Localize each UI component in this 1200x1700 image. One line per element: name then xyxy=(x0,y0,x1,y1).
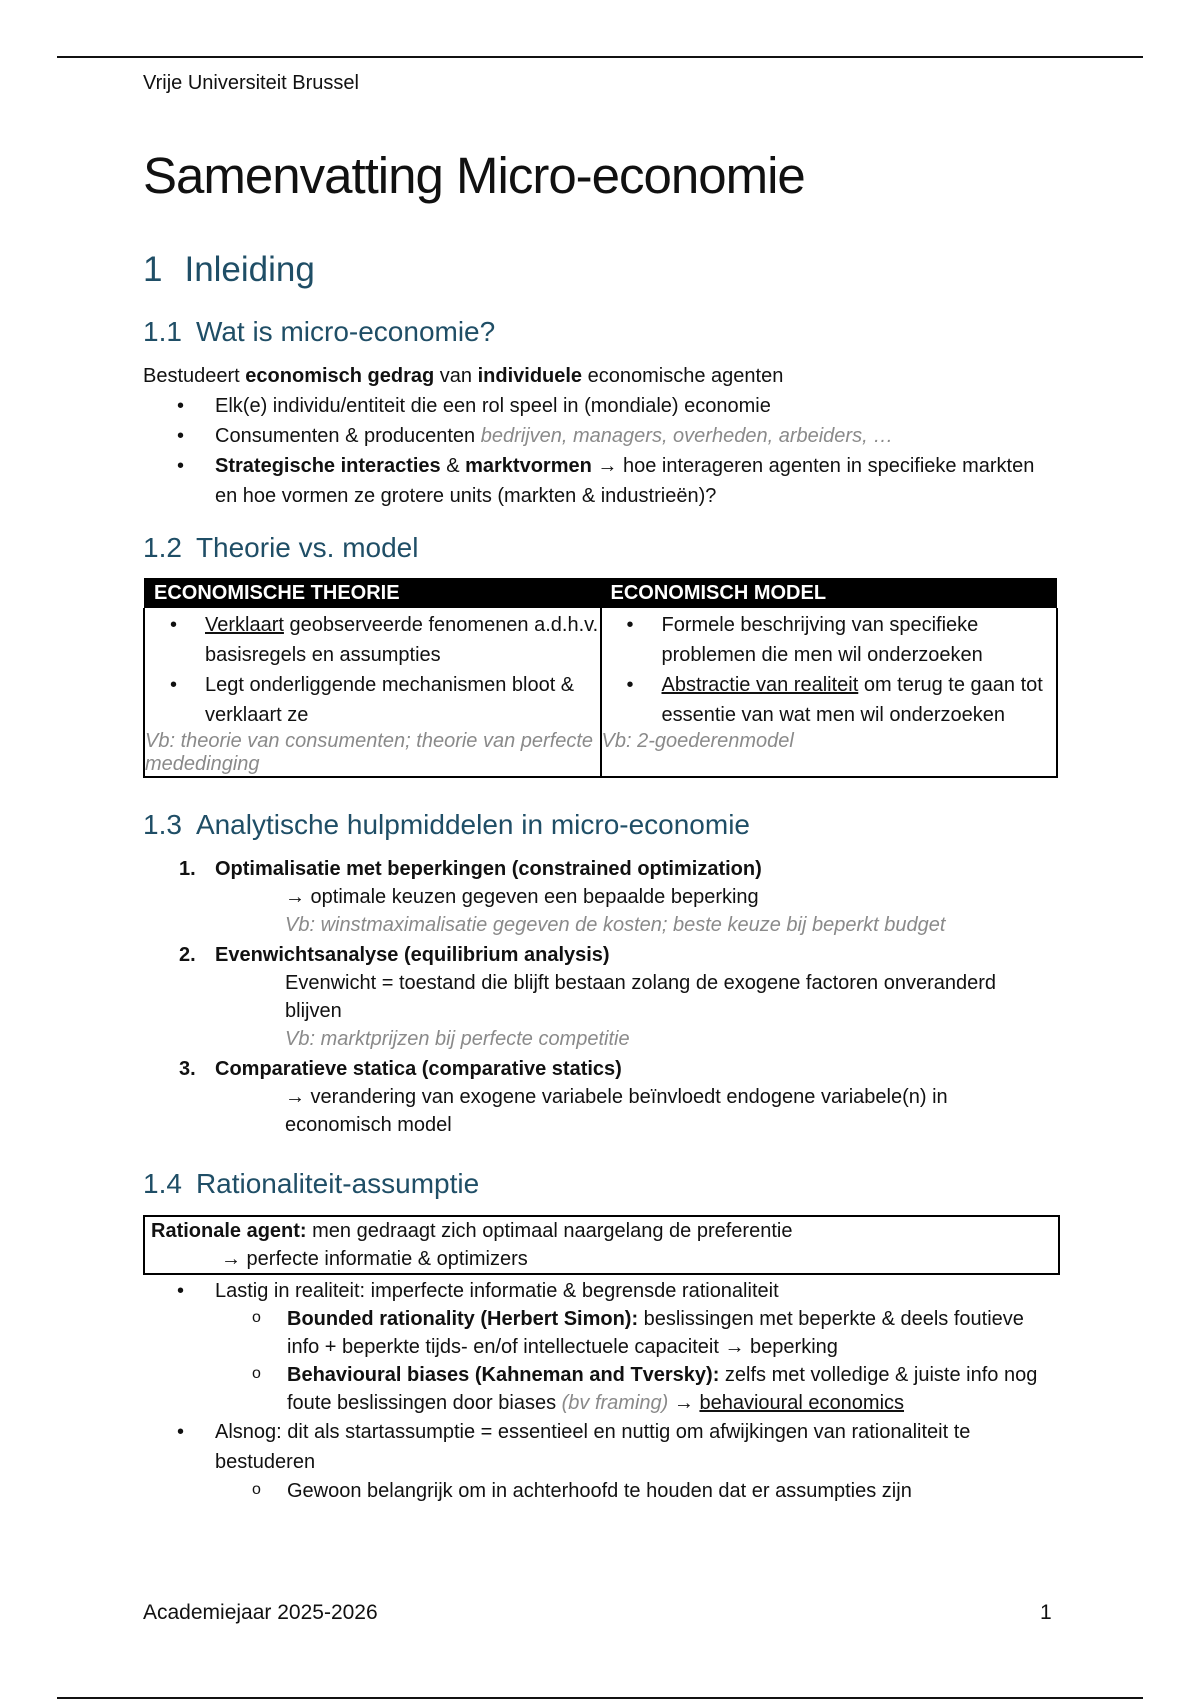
item-number: 3. xyxy=(179,1058,196,1080)
numbered-item xyxy=(143,855,1058,883)
list-item-text: beslissingen met beperkte & deels foutieve info + beperkte tijds- en/of intellectuele capaciteit → beperking xyxy=(287,1308,1024,1358)
table-text: geobserveerde fenomenen a.d.h.v. basisregels en assumpties xyxy=(205,614,599,666)
box-text: men gedraagt zich optimaal naargelang de preferentie xyxy=(306,1220,793,1242)
list-item-text: Alsnog: dit als startassumptie = essentieel en nuttig om afwijkingen van rationaliteit te bestuderen xyxy=(215,1421,971,1473)
list-item xyxy=(143,1417,1058,1477)
section-heading-1-4 xyxy=(143,1168,479,1200)
section-heading-1-1 xyxy=(143,316,495,348)
list-item-text: Elk(e) individu/entiteit die een rol speel in (mondiale) economie xyxy=(215,395,771,417)
chapter-number: 1 xyxy=(143,250,163,289)
underlined-term: behavioural economics xyxy=(699,1392,905,1414)
underlined-term: Verklaart xyxy=(205,614,284,636)
list-item-text: Lastig in realiteit: imperfecte informatie & begrensde rationaliteit xyxy=(215,1280,779,1302)
table-example: Vb: theorie van consumenten; theorie van perfecte mededinging xyxy=(145,730,594,775)
bottom-rule xyxy=(57,1697,1143,1699)
item-example: Vb: marktprijzen bij perfecte competitie xyxy=(285,1028,630,1050)
section-1-4-body xyxy=(143,1277,1058,1505)
table-list-item xyxy=(145,670,600,730)
box-text: → perfecte informatie & optimizers xyxy=(221,1248,528,1270)
list-item-text: & xyxy=(440,455,466,477)
list-item xyxy=(143,391,1058,421)
bold-term: Bounded rationality (Herbert Simon): xyxy=(287,1308,639,1330)
box-line xyxy=(151,1217,1052,1245)
list-item xyxy=(143,1277,1058,1305)
chapter-title: Inleiding xyxy=(184,250,315,289)
section-title: Rationaliteit-assumptie xyxy=(195,1168,480,1199)
intro-text: Bestudeert xyxy=(143,365,246,387)
item-text: → verandering van exogene variabele beïnvloedt endogene variabele(n) in economisch model xyxy=(285,1086,948,1136)
table-list-item xyxy=(602,610,1057,670)
chapter-heading xyxy=(143,251,315,290)
section-title: Wat is micro-economie? xyxy=(195,316,496,347)
footer-year: Academiejaar 2025-2026 xyxy=(143,1601,378,1624)
table-text: Formele beschrijving van specifieke problemen die men wil onderzoeken xyxy=(661,614,983,666)
sub-list-item xyxy=(143,1477,1058,1505)
section-title: Analytische hulpmiddelen in micro-economie xyxy=(195,809,750,840)
theory-model-table xyxy=(143,578,1058,778)
item-title: Optimalisatie met beperkingen (constrained optimization) xyxy=(215,858,762,880)
list-item-text: Gewoon belangrijk om in achterhoofd te houden dat er assumpties zijn xyxy=(287,1480,912,1502)
header-institution: Vrije Universiteit Brussel xyxy=(143,72,359,94)
list-item-text: Consumenten & producenten xyxy=(215,425,481,447)
intro-text: economische agenten xyxy=(582,365,784,387)
numbered-item xyxy=(143,941,1058,969)
item-number: 2. xyxy=(179,944,196,966)
list-item-text: hoe interageren agenten in specifieke markten en hoe vormen ze grotere units (markten & industrieën)? xyxy=(215,455,1035,507)
table-list-item xyxy=(602,670,1057,730)
table-text: Legt onderliggende mechanismen bloot & verklaart ze xyxy=(205,674,575,726)
section-number: 1.3 xyxy=(143,809,182,840)
bold-term: marktvormen xyxy=(465,455,592,477)
section-number: 1.4 xyxy=(143,1168,182,1199)
table-list-item xyxy=(145,610,600,670)
section-title: Theorie vs. model xyxy=(195,532,419,563)
intro-bold: individuele xyxy=(477,365,583,387)
table-header-theory: ECONOMISCHE THEORIE xyxy=(144,578,601,608)
sub-list-item xyxy=(143,1361,1058,1417)
section-heading-1-2 xyxy=(143,532,418,564)
section-number: 1.2 xyxy=(143,532,182,563)
numbered-item xyxy=(143,1055,1058,1083)
item-title: Comparatieve statica (comparative statics) xyxy=(215,1058,622,1080)
table-text: om terug te gaan tot essentie van wat men wil onderzoeken xyxy=(661,674,1043,726)
table-cell-model xyxy=(601,608,1058,777)
bold-term: Behavioural biases (Kahneman and Tversky): xyxy=(287,1364,720,1386)
section-heading-1-3 xyxy=(143,809,750,841)
section-1-1-body xyxy=(143,361,1058,511)
intro-bold: economisch gedrag xyxy=(245,365,435,387)
example-text: (bv framing) xyxy=(561,1392,669,1414)
list-item xyxy=(143,421,1058,451)
table-example: Vb: 2-goederenmodel xyxy=(601,730,794,752)
list-item xyxy=(143,451,1058,511)
list-item-text: zelfs met volledige & juiste info nog foute beslissingen door biases xyxy=(287,1364,1038,1414)
arrow-icon: → xyxy=(668,1392,700,1414)
intro-paragraph xyxy=(143,361,1058,391)
item-title: Evenwichtsanalyse (equilibrium analysis) xyxy=(215,944,610,966)
box-bold: Rationale agent: xyxy=(151,1220,307,1242)
top-rule xyxy=(57,56,1143,58)
section-number: 1.1 xyxy=(143,316,182,347)
arrow-icon: → xyxy=(591,455,623,477)
item-number: 1. xyxy=(179,858,196,880)
table-cell-theory xyxy=(144,608,601,777)
intro-text: van xyxy=(434,365,478,387)
document-title: Samenvatting Micro-economie xyxy=(143,147,805,204)
sub-list-item xyxy=(143,1305,1058,1361)
rational-agent-box xyxy=(143,1215,1060,1275)
section-1-3-body xyxy=(143,855,1058,1139)
example-text: bedrijven, managers, overheden, arbeiders, … xyxy=(480,425,894,447)
page-number: 1 xyxy=(1040,1601,1052,1624)
item-text: → optimale keuzen gegeven een bepaalde beperking xyxy=(285,886,759,908)
item-text: Evenwicht = toestand die blijft bestaan zolang de exogene factoren onveranderd blijven xyxy=(285,972,997,1022)
table-header-model: ECONOMISCH MODEL xyxy=(601,578,1058,608)
underlined-term: Abstractie van realiteit xyxy=(661,674,859,696)
bold-term: Strategische interacties xyxy=(215,455,441,477)
item-example: Vb: winstmaximalisatie gegeven de kosten; beste keuze bij beperkt budget xyxy=(285,914,946,936)
